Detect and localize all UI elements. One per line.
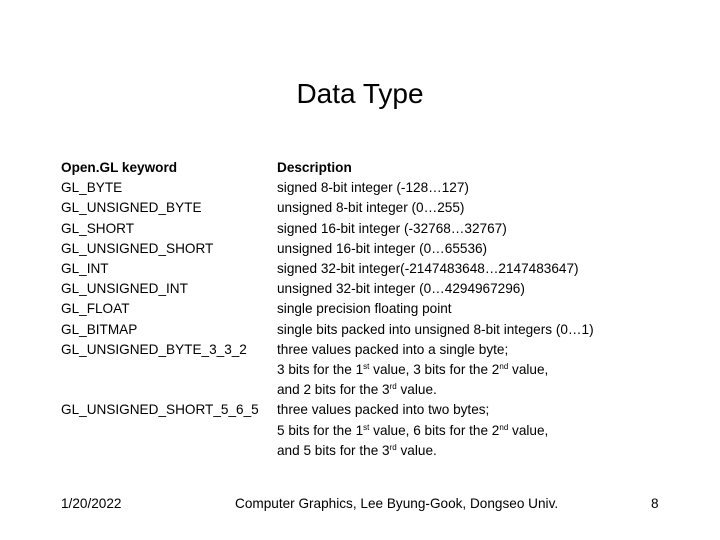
description-cell: signed 16-bit integer (-32768…32767) <box>277 220 507 236</box>
keyword-cell-empty <box>61 421 277 441</box>
desc-text: value, <box>508 362 549 378</box>
description-cell: signed 32-bit integer(-2147483648…2147483647) <box>277 261 579 277</box>
keyword-cell: GL_UNSIGNED_BYTE_3_3_2 <box>61 341 247 357</box>
ordinal-suffix: nd <box>499 362 509 372</box>
footer-date: 1/20/2022 <box>61 496 122 511</box>
description-cell <box>277 360 548 380</box>
ordinal-suffix: rd <box>389 382 397 392</box>
ordinal-suffix: nd <box>499 422 509 432</box>
desc-text: and 5 bits for the 3 <box>277 442 390 458</box>
desc-text: value, <box>508 422 549 438</box>
table-row <box>61 178 594 198</box>
description-cell: single precision floating point <box>277 301 452 317</box>
table-row-packed-short <box>61 400 594 420</box>
keyword-cell-empty <box>61 360 277 380</box>
table-row-continuation <box>61 421 594 441</box>
slide-title <box>0 76 720 112</box>
header-description: Description <box>277 160 352 175</box>
table-row <box>61 320 594 340</box>
keyword-cell: GL_SHORT <box>61 220 135 236</box>
table-row-continuation <box>61 360 594 380</box>
keyword-cell: GL_FLOAT <box>61 301 130 317</box>
keyword-cell: GL_BITMAP <box>61 321 138 337</box>
description-cell <box>277 441 437 461</box>
keyword-cell-empty <box>61 380 277 400</box>
description-cell <box>277 421 548 441</box>
description-cell: unsigned 16-bit integer (0…65536) <box>277 240 488 256</box>
table-row <box>61 299 594 319</box>
table-row-packed-byte <box>61 340 594 360</box>
keyword-cell: GL_UNSIGNED_INT <box>61 281 188 297</box>
ordinal-suffix: rd <box>389 442 397 452</box>
header-keyword: Open.GL keyword <box>61 160 178 175</box>
description-cell: unsigned 8-bit integer (0…255) <box>277 200 465 216</box>
table-row <box>61 219 594 239</box>
table-header <box>61 158 594 178</box>
desc-text: and 2 bits for the 3 <box>277 382 390 398</box>
description-cell: three values packed into a single byte; <box>277 341 509 357</box>
slide-title-text: Data Type <box>296 78 424 109</box>
table-row-continuation <box>61 380 594 400</box>
keyword-cell: GL_UNSIGNED_SHORT_5_6_5 <box>61 402 259 418</box>
footer-credit: Computer Graphics, Lee Byung-Gook, Dongseo Univ. <box>235 496 559 511</box>
keyword-cell: GL_INT <box>61 261 109 277</box>
desc-text: 5 bits for the 1 <box>277 422 364 438</box>
desc-text: 3 bits for the 1 <box>277 362 364 378</box>
data-type-table <box>61 158 594 461</box>
description-cell: single bits packed into unsigned 8-bit integers (0…1) <box>277 321 594 337</box>
keyword-cell: GL_BYTE <box>61 180 123 196</box>
description-cell: unsigned 32-bit integer (0…4294967296) <box>277 281 525 297</box>
keyword-cell-empty <box>61 441 277 461</box>
table-row <box>61 198 594 218</box>
table-row <box>61 239 594 259</box>
desc-text: value, 6 bits for the 2 <box>369 422 500 438</box>
footer-page-number: 8 <box>651 496 659 511</box>
description-cell: signed 8-bit integer (-128…127) <box>277 180 469 196</box>
description-cell: three values packed into two bytes; <box>277 402 490 418</box>
table-row-continuation <box>61 441 594 461</box>
ordinal-suffix: st <box>363 362 370 372</box>
table-row <box>61 259 594 279</box>
desc-text: value, 3 bits for the 2 <box>369 362 500 378</box>
keyword-cell: GL_UNSIGNED_SHORT <box>61 240 214 256</box>
keyword-cell: GL_UNSIGNED_BYTE <box>61 200 202 216</box>
ordinal-suffix: st <box>363 422 370 432</box>
desc-text: value. <box>396 382 437 398</box>
table-row <box>61 279 594 299</box>
desc-text: value. <box>396 442 437 458</box>
description-cell <box>277 380 437 400</box>
